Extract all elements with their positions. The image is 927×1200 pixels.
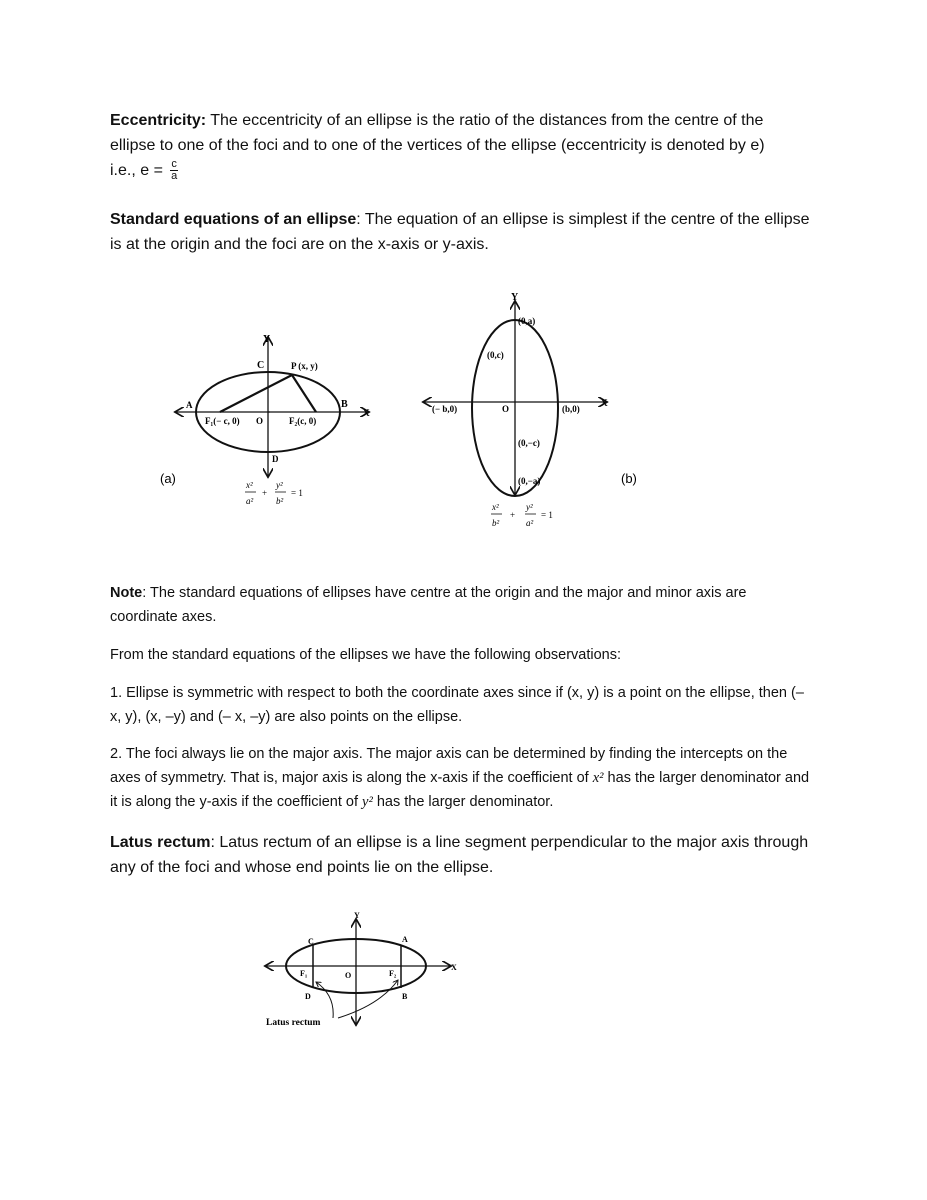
eccentricity-denominator: a <box>171 170 178 183</box>
fig-a-c-label: C <box>257 360 265 371</box>
obs2-part2: has the larger denominator and it is along the y-axis if the coefficient of <box>110 770 810 810</box>
fig-b-left-label: (− b,0) <box>432 404 458 414</box>
fig-a-o-label: O <box>256 416 264 426</box>
fig-a-eq-xnum: x² <box>246 480 253 490</box>
fig-c-c-label: C <box>308 937 314 946</box>
fig-a-eq-plus: + <box>262 488 268 498</box>
eccentricity-formula-prefix: i.e., e = <box>110 162 163 179</box>
fig-b-focus-top-label: (0,c) <box>487 350 504 360</box>
fig-a-panel-label: (a) <box>160 471 176 486</box>
fig-c-f2-label: F₂ <box>389 969 397 978</box>
pointer-right <box>338 980 398 1018</box>
latus-rectum-figure <box>0 905 927 1040</box>
fig-c-x-label: X <box>451 963 457 972</box>
pointer-left <box>316 982 333 1018</box>
observation-2 <box>110 742 810 814</box>
standard-equations-paragraph <box>110 207 810 257</box>
fig-c-b-label: B <box>402 992 408 1001</box>
obs2-math-x2: x² <box>592 770 604 786</box>
obs2-part3: has the larger denominator. <box>372 794 554 810</box>
ellipse-figures <box>0 280 927 550</box>
fig-b-panel-label: (b) <box>621 471 637 486</box>
figure-a <box>160 334 370 506</box>
fig-a-f1-label: F₁(− c, 0) <box>205 416 240 426</box>
note-paragraph <box>110 581 810 629</box>
obs2-part1: 2. The foci always lie on the major axis. The major axis can be determined by finding the intercepts on the axes of symmetry. That is, major axis is along the x-axis if the coefficient of <box>110 746 788 786</box>
fig-a-eq-yden: b² <box>276 496 284 506</box>
fig-a-b-label: B <box>341 399 348 410</box>
fig-a-x-label: X <box>362 407 370 419</box>
fig-b-eq-xden: b² <box>492 518 500 528</box>
fig-a-a-label: A <box>186 400 193 410</box>
fig-b-right-label: (b,0) <box>562 404 580 414</box>
eccentricity-paragraph <box>110 108 810 183</box>
fig-a-d-label: D <box>272 454 279 464</box>
fig-b-bottom-label: (0,−a) <box>518 476 541 486</box>
fig-c-y-label: Y <box>354 911 360 920</box>
note-heading: Note <box>110 585 143 601</box>
fig-a-eq-xden: a² <box>246 496 254 506</box>
fig-a-eq-rhs: = 1 <box>291 488 303 498</box>
latus-text: : Latus rectum of an ellipse is a line segment perpendicular to the major axis through any of the foci and whose end points lie on the ellipse. <box>110 834 809 876</box>
fig-b-eq-yden: a² <box>526 518 534 528</box>
eccentricity-heading: Eccentricity: <box>110 112 207 129</box>
focal-line-1 <box>220 375 292 412</box>
eccentricity-fraction <box>170 159 178 182</box>
fig-a-y-label: Y <box>263 334 271 345</box>
fig-b-origin-label: O <box>502 404 510 414</box>
fig-b-eq-ynum: y² <box>526 502 533 512</box>
note-text: : The standard equations of ellipses have centre at the origin and the major and minor axis are coordinate axes. <box>110 585 747 625</box>
fig-c-d-label: D <box>305 992 311 1001</box>
fig-c-caption: Latus rectum <box>266 1018 321 1028</box>
standard-text: : The equation of an ellipse is simplest if the centre of the ellipse is at the origin and the foci are on the x-axis or y-axis. <box>110 211 810 253</box>
eccentricity-numerator: c <box>171 158 177 171</box>
figure-b <box>424 292 637 528</box>
obs2-math-y2: y² <box>362 794 373 810</box>
latus-rectum-paragraph <box>110 830 810 880</box>
fig-b-y-label: Y <box>511 292 519 303</box>
fig-c-f1-label: F₁ <box>300 969 308 978</box>
fig-c-o-label: O <box>345 971 352 980</box>
latus-heading: Latus rectum <box>110 834 211 851</box>
observations-intro: From the standard equations of the ellipses we have the following observations: <box>110 647 622 663</box>
observation-1: 1. Ellipse is symmetric with respect to both the coordinate axes since if (x, y) is a point on the ellipse, then (– x, y), (x, –y) and (– x, –y) are also points on the ellipse. <box>110 685 804 725</box>
fig-b-eq-xnum: x² <box>492 502 499 512</box>
fig-b-top-label: (0,a) <box>518 316 536 326</box>
fig-b-focus-bottom-label: (0,−c) <box>518 438 540 448</box>
fig-a-eq-ynum: y² <box>276 480 283 490</box>
fig-a-f2-label: F₂(c, 0) <box>289 416 317 426</box>
standard-heading: Standard equations of an ellipse <box>110 211 357 228</box>
fig-b-eq-plus: + <box>510 510 516 520</box>
fig-a-p-label: P (x, y) <box>291 361 318 371</box>
eccentricity-text: The eccentricity of an ellipse is the ratio of the distances from the centre of the ellipse to one of the foci and to one of the vertices of the ellipse (eccentricity is denoted by e) <box>110 112 765 154</box>
fig-c-a-label: A <box>402 935 408 944</box>
fig-b-x-label: X <box>600 397 608 409</box>
fig-b-eq-rhs: = 1 <box>541 510 553 520</box>
